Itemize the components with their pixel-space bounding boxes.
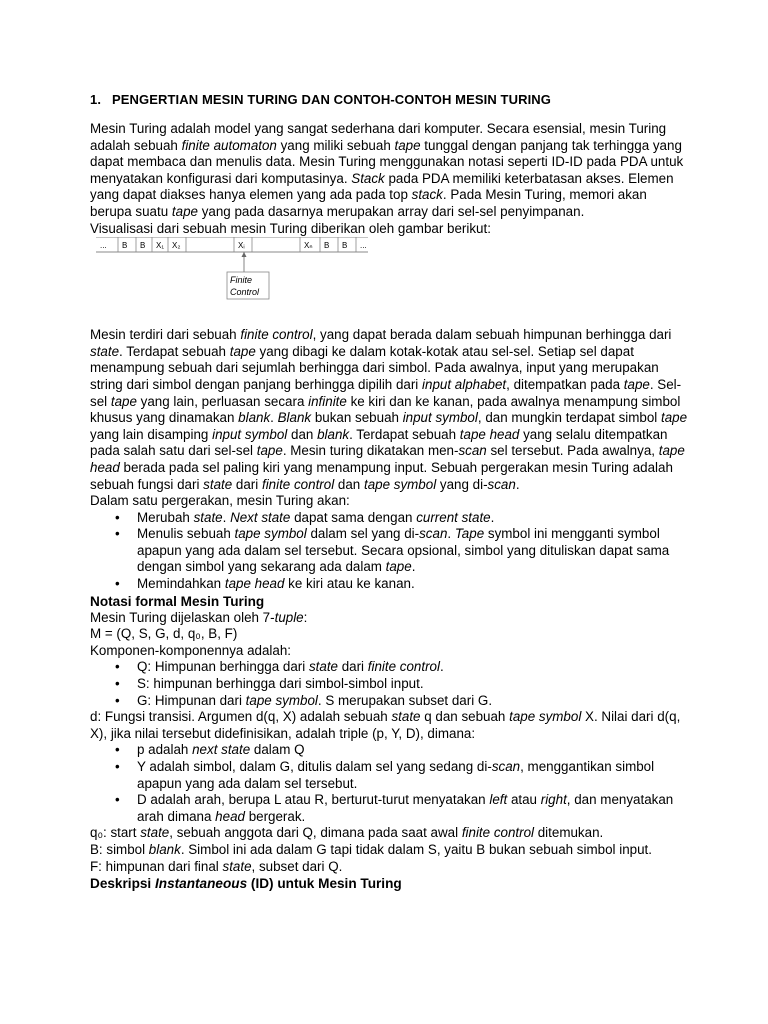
- text-run: Instantaneous: [154, 876, 248, 892]
- text-run: tape head: [224, 576, 285, 592]
- text-run: blank: [317, 426, 350, 442]
- text-run: .: [490, 509, 495, 525]
- text-run: yang di-: [436, 476, 488, 492]
- text-run: Menulis sebuah: [137, 526, 235, 542]
- movement-intro: [90, 493, 690, 510]
- list-item: [115, 510, 690, 527]
- text-run: tape head: [459, 426, 520, 442]
- text-run: Merubah: [137, 509, 194, 525]
- list-item: [115, 526, 690, 576]
- text-run: infinite: [308, 393, 347, 409]
- text-run: tuple: [274, 609, 304, 625]
- text-run: Blank: [277, 410, 312, 426]
- text-run: , ditempatkan pada: [506, 376, 624, 392]
- text-run: state: [308, 659, 338, 675]
- text-run: Deskripsi: [90, 876, 155, 892]
- text-run: state: [90, 343, 120, 359]
- movement-list: [90, 510, 690, 593]
- text-run: head: [215, 808, 245, 824]
- text-run: input alphabet: [422, 376, 507, 392]
- list-item: [115, 759, 690, 792]
- text-run: ke kiri dan ke kanan, pada awalnya menampung simbol khusus yang dinamakan: [90, 393, 681, 426]
- text-run: Q: Himpunan berhingga dari: [137, 659, 309, 675]
- list-item: [115, 693, 690, 710]
- finite-control-label-2: Control: [230, 287, 260, 298]
- text-run: yang lain, perluasan secara: [136, 393, 309, 409]
- text-run: scan: [458, 443, 487, 459]
- text-run: (ID) untuk Mesin Turing: [247, 876, 402, 892]
- text-run: state: [391, 709, 421, 725]
- text-run: finite control: [461, 825, 535, 841]
- text-run: q₀: start: [90, 825, 141, 841]
- finite-control-label-1: Finite: [230, 275, 253, 286]
- text-run: tape symbol: [234, 526, 307, 542]
- text-run: d: Fungsi transisi. Argumen d(q, X) adalah sebuah: [90, 709, 392, 725]
- text-run: , yang dapat berada dalam sebuah himpunan berhingga dari: [312, 327, 672, 343]
- text-run: dari: [232, 476, 262, 492]
- text-run: p adalah: [137, 742, 193, 758]
- text-run: .: [222, 509, 231, 525]
- text-run: . S merupakan subset dari G.: [317, 692, 493, 708]
- text-run: state: [222, 858, 252, 874]
- list-item: [115, 576, 690, 593]
- text-run: .: [515, 476, 520, 492]
- text-run: D adalah arah, berupa L atau R, berturut-turut menyatakan: [137, 792, 490, 808]
- text-run: scan: [487, 476, 516, 492]
- list-item: [115, 659, 690, 676]
- instantaneous-description-heading: [90, 875, 690, 892]
- text-run: stack: [411, 187, 443, 203]
- tape-cells: [100, 237, 367, 252]
- text-run: Next state: [230, 509, 291, 525]
- tape-diagram-svg: [90, 237, 690, 327]
- final-state-line: [90, 859, 690, 876]
- text-run: , dan mungkin terdapat simbol: [477, 410, 661, 426]
- text-run: X. Nilai dari d(q, X), jika nilai tersebut didefinisikan, adalah triple (p, Y, D), dimana:: [90, 709, 681, 741]
- text-run: right: [540, 792, 567, 808]
- text-run: bergerak.: [244, 808, 306, 824]
- text-run: tape: [229, 343, 256, 359]
- text-run: tape symbol: [245, 692, 318, 708]
- text-run: dari: [337, 659, 368, 675]
- list-item: [115, 742, 690, 759]
- text-run: tape: [385, 559, 412, 575]
- text-run: berada pada sel paling kiri yang menampung input. Sebuah pergerakan mesin Turing adalah sebuah fungsi dari: [90, 459, 673, 492]
- text-run: , dan menyatakan arah dimana: [137, 792, 674, 824]
- formal-notation-heading: [90, 593, 690, 610]
- text-run: dalam Q: [250, 742, 305, 758]
- text-run: , sebuah anggota dari Q, dimana pada saat awal: [169, 825, 462, 841]
- text-run: finite control: [367, 659, 440, 675]
- tape-cell-label: B: [140, 241, 146, 251]
- text-run: q dan sebuah: [420, 709, 510, 725]
- text-run: state: [193, 509, 223, 525]
- tape-cell-label: X₂: [172, 241, 181, 251]
- text-run: finite control: [240, 327, 313, 343]
- visualization-caption: [90, 221, 690, 238]
- text-run: tape: [256, 443, 283, 459]
- text-run: Dalam satu pergerakan, mesin Turing akan:: [90, 493, 350, 509]
- tape-cell-label: B: [122, 241, 128, 251]
- text-run: current state: [416, 509, 491, 525]
- text-run: finite automaton: [181, 137, 277, 153]
- tape-head-arrow: [242, 252, 247, 257]
- section-title: PENGERTIAN MESIN TURING DAN CONTOH-CONTOH MESIN TURING: [112, 92, 551, 107]
- text-run: :: [303, 609, 308, 625]
- text-run: input symbol: [212, 426, 288, 442]
- text-run: Mesin Turing dijelaskan oleh 7-: [90, 609, 275, 625]
- text-run: F: himpunan dari final: [90, 858, 223, 874]
- text-run: pada PDA memiliki keterbatasan akses. Elemen yang dapat diakses hanya elemen yang ada pada top: [90, 170, 674, 203]
- text-run: ke kiri atau ke kanan.: [284, 576, 415, 592]
- section-number: 1.: [90, 92, 102, 107]
- tuple-intro: [90, 610, 690, 627]
- text-run: .: [270, 410, 278, 426]
- text-run: . Mesin turing dikatakan men-: [282, 443, 459, 459]
- document-page: [90, 92, 690, 892]
- text-run: symbol ini mengganti symbol apapun yang ada dalam sel tersebut. Secara opsional, simbol yang dituliskan dapat sama dengan simbol yang sekarang ada dalam: [137, 526, 670, 575]
- text-run: S: himpunan berhingga dari simbol-simbol input.: [137, 676, 424, 692]
- blank-symbol-line: [90, 842, 690, 859]
- text-run: atau: [507, 792, 541, 808]
- text-run: Visualisasi dari sebuah mesin Turing diberikan oleh gambar berikut:: [90, 220, 491, 236]
- text-run: .: [439, 659, 444, 675]
- text-run: finite control: [261, 476, 335, 492]
- text-run: , subset dari Q.: [251, 858, 343, 874]
- text-run: tape: [660, 410, 688, 426]
- text-run: sel tersebut. Pada awalnya,: [486, 443, 659, 459]
- section-heading: [90, 92, 690, 108]
- text-run: . Simbol ini ada dalam G tapi tidak dalam S, yaitu B bukan sebuah simbol input.: [180, 841, 652, 857]
- text-run: scan: [419, 526, 448, 542]
- start-state-line: [90, 825, 690, 842]
- text-run: .: [411, 559, 416, 575]
- text-run: tape: [171, 203, 198, 219]
- tape-cell-label: Xₙ: [304, 241, 313, 251]
- text-run: tape head: [90, 443, 685, 475]
- text-run: G: Himpunan dari: [137, 692, 246, 708]
- text-run: next state: [192, 742, 251, 758]
- text-run: tape: [110, 393, 137, 409]
- triple-list: [90, 742, 690, 825]
- text-run: Memindahkan: [137, 576, 225, 592]
- tape-cell-label: B: [324, 241, 330, 251]
- text-run: yang dibagi ke dalam kotak-kotak atau sel-sel. Setiap sel dapat menampung sebuah dari sejumlah berhingga dari simbol. Pada awalnya, input yang merupakan string dari simbol dengan panjang berhingga dipilih dari: [90, 343, 659, 392]
- tape-cell-label: ...: [360, 241, 367, 251]
- text-run: tape: [394, 137, 421, 153]
- text-run: M = (Q, S, G, d, q₀, B, F): [90, 626, 238, 642]
- text-run: Komponen-komponennya adalah:: [90, 642, 292, 658]
- text-run: yang pada dasarnya merupakan array dari sel-sel penyimpanan.: [197, 203, 585, 219]
- text-run: Notasi formal Mesin Turing: [90, 593, 265, 609]
- text-run: B: simbol: [90, 841, 149, 857]
- tape-cell-label: B: [342, 241, 348, 251]
- tuple-definition: [90, 626, 690, 643]
- text-run: .: [447, 526, 455, 542]
- text-run: dan: [334, 476, 364, 492]
- text-run: bukan sebuah: [311, 410, 403, 426]
- text-run: scan: [491, 759, 521, 774]
- components-intro: [90, 643, 690, 660]
- text-run: tunggal dengan panjang tak terhingga yang dapat membaca dan menulis data. Mesin Turing menggunakan notasi seperti ID-ID pada PDA untuk menyatakan konfigurasi dari komputasinya.: [90, 137, 684, 186]
- text-run: yang selalu ditempatkan pada salah satu dari sel-sel: [90, 426, 668, 459]
- components-list: [90, 659, 690, 709]
- text-run: dan: [287, 426, 318, 442]
- intro-paragraph: [90, 121, 690, 221]
- text-run: . Pada Mesin Turing, memori akan berupa suatu: [90, 187, 647, 219]
- text-run: tape: [623, 376, 650, 392]
- tape-cell-label: Xᵢ: [238, 241, 245, 251]
- tape-cell-label: X₁: [156, 241, 165, 251]
- text-run: left: [489, 792, 508, 808]
- text-run: ditemukan.: [534, 825, 604, 841]
- text-run: Tape: [454, 526, 485, 542]
- text-run: , menggantikan simbol apapun yang ada dalam sel tersebut.: [137, 759, 655, 791]
- text-run: . Terdapat sebuah: [349, 426, 460, 442]
- text-run: tape symbol: [363, 476, 437, 492]
- text-run: yang lain disamping: [90, 426, 213, 442]
- text-run: Y adalah simbol, dalam G, ditulis dalam sel yang sedang di-: [137, 759, 492, 774]
- text-run: input symbol: [402, 410, 478, 426]
- text-run: . Sel-sel: [90, 376, 682, 409]
- list-item: [115, 676, 690, 693]
- text-run: Stack: [351, 170, 385, 186]
- text-run: . Terdapat sebuah: [119, 343, 230, 359]
- list-item: [115, 792, 690, 825]
- text-run: blank: [148, 841, 181, 857]
- text-run: yang miliki sebuah: [276, 137, 395, 153]
- text-run: blank: [238, 410, 271, 426]
- finite-control-paragraph: [90, 327, 690, 493]
- text-run: tape symbol: [509, 709, 582, 725]
- text-run: dalam sel yang di-: [306, 526, 420, 542]
- turing-machine-diagram: [90, 237, 690, 327]
- text-run: state: [203, 476, 233, 492]
- text-run: dapat sama dengan: [290, 509, 417, 525]
- tape-cell-label: ...: [100, 241, 107, 251]
- text-run: Mesin terdiri dari sebuah: [90, 327, 241, 343]
- transition-function-paragraph: [90, 709, 690, 742]
- text-run: Mesin Turing adalah model yang sangat sederhana dari komputer. Secara esensial, mesin Turing adalah sebuah: [90, 121, 667, 153]
- text-run: state: [140, 825, 170, 841]
